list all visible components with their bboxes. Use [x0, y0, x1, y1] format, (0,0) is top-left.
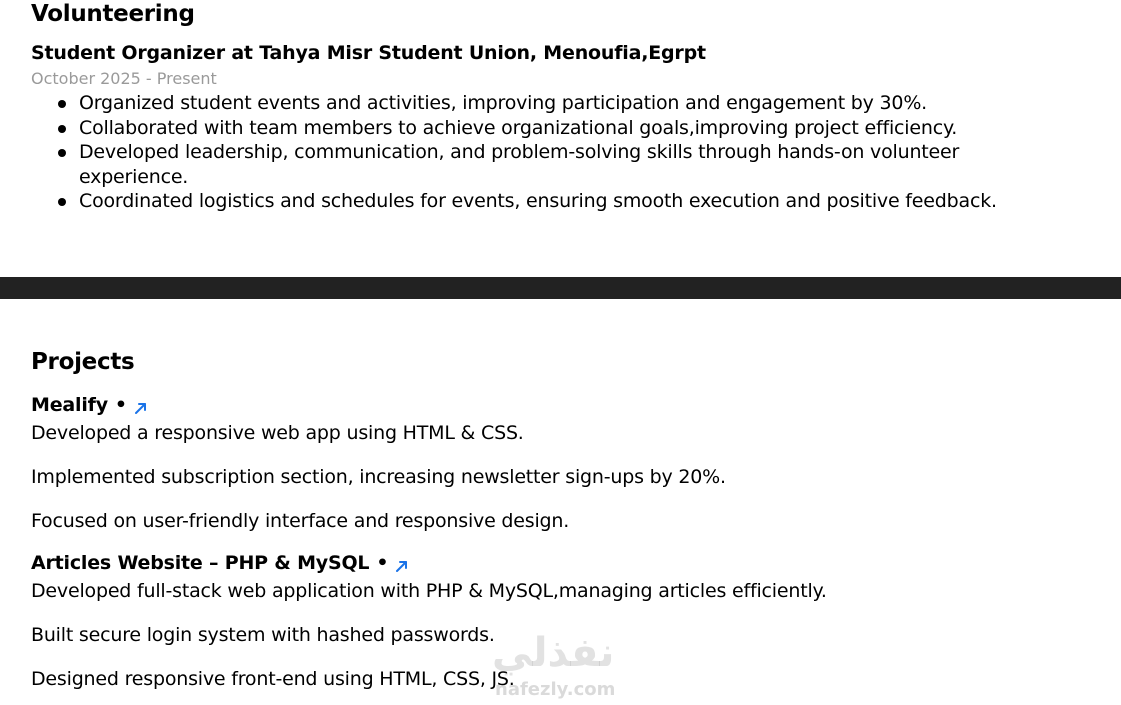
- project-header: [31, 392, 1091, 418]
- role-title: Student Organizer at Tahya Misr Student Union, Menoufia,Egrpt: [31, 42, 706, 64]
- volunteering-section: [31, 0, 1091, 214]
- project-detail-line: Designed responsive front-end using HTML, CSS, JS.: [31, 668, 515, 690]
- external-link-arrow-icon: [394, 558, 410, 574]
- project-detail-line: Developed full-stack web application with PHP & MySQL,managing articles efficiently.: [31, 580, 827, 602]
- volunteering-bullet-list: [31, 91, 1091, 214]
- project-separator: •: [376, 552, 389, 574]
- section-divider-bar: [0, 277, 1121, 299]
- project-detail-line: Developed a responsive web app using HTML & CSS.: [31, 422, 524, 444]
- project-detail-line: Implemented subscription section, increasing newsletter sign-ups by 20%.: [31, 466, 726, 488]
- project-name: Articles Website – PHP & MySQL: [31, 552, 370, 574]
- bullet-item: Developed leadership, communication, and problem-solving skills through hands-on volunteer experience.: [79, 140, 1091, 189]
- section-heading-volunteering: Volunteering: [31, 1, 195, 27]
- bullet-item: Collaborated with team members to achieve organizational goals,improving project efficiency.: [79, 116, 1091, 141]
- watermark-arabic-text: نفذلي: [492, 630, 615, 676]
- bullet-item: Organized student events and activities, improving participation and engagement by 30%.: [79, 91, 1091, 116]
- project-separator: •: [114, 394, 127, 416]
- project-detail-line: Focused on user-friendly interface and responsive design.: [31, 510, 570, 532]
- bullet-item: Coordinated logistics and schedules for events, ensuring smooth execution and positive feedback.: [79, 189, 1091, 214]
- role-date: October 2025 - Present: [31, 69, 217, 88]
- external-link-arrow-icon[interactable]: [133, 397, 149, 413]
- project-header: [31, 550, 1091, 576]
- project-item: [31, 392, 1091, 533]
- watermark-latin-text: nafezly.com: [495, 679, 616, 700]
- projects-section: [31, 348, 1091, 691]
- project-item: [31, 550, 1091, 691]
- section-heading-projects: Projects: [31, 349, 135, 375]
- project-detail-line: Built secure login system with hashed passwords.: [31, 624, 495, 646]
- external-link-arrow-icon: [133, 400, 149, 416]
- external-link-arrow-icon[interactable]: [394, 555, 410, 571]
- project-name: Mealify: [31, 394, 108, 416]
